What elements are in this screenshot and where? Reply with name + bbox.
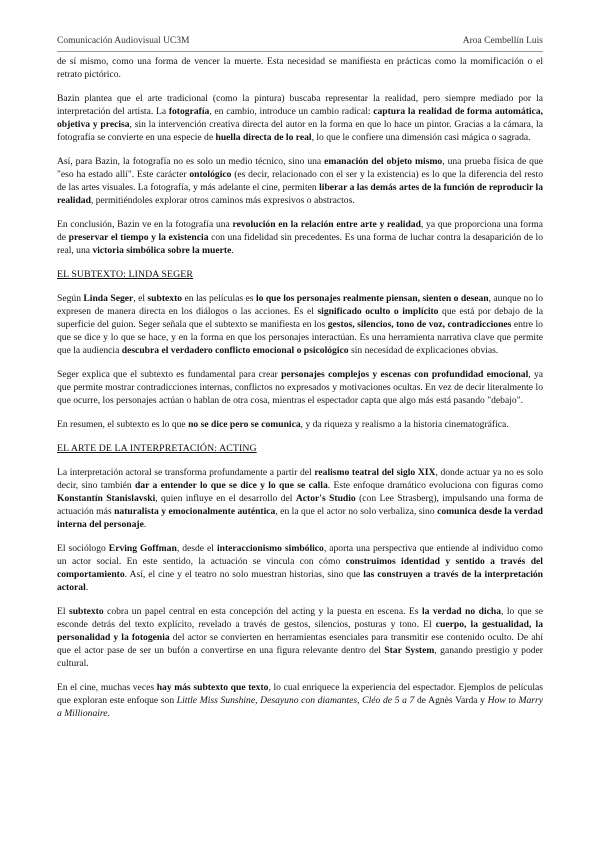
paragraph (57, 55, 543, 81)
paragraph (57, 218, 543, 257)
bold-text: subtexto (147, 293, 183, 304)
text-run: . Este enfoque dramático evoluciona con figuras como (327, 480, 543, 491)
text-run: , (357, 695, 363, 706)
section-heading-acting: EL ARTE DE LA INTERPRETACIÓN: ACTING (57, 443, 257, 454)
text-run: de sí mismo, como una forma de vencer la muerte. Esta necesidad se manifiesta en prácticas como la momificación o el retrato pictórico. (57, 56, 543, 80)
paragraph (57, 681, 543, 720)
bold-text: la verdad no dicha (421, 606, 501, 617)
bold-text: Erving Goffman (108, 543, 177, 554)
section-heading-subtexto: EL SUBTEXTO: LINDA SEGER (57, 269, 194, 280)
italic-text: Desayuno con diamantes (260, 695, 358, 706)
paragraph (57, 542, 543, 594)
text-run: . Así, el cine y el teatro no solo muestran historias, sino que (124, 569, 364, 580)
bold-text: Star System (384, 645, 435, 656)
paragraph (57, 466, 543, 531)
text-run: en las películas es (182, 293, 256, 304)
bold-text: hay más subtexto que texto (156, 682, 269, 693)
bold-text: no se dice pero se comunica (188, 419, 301, 430)
text-run: En conclusión, Bazin ve en la fotografía una (57, 219, 233, 230)
header-rule (57, 51, 543, 52)
bold-text: lo que los personajes realmente piensan, sienten o desean (255, 293, 489, 304)
paragraph (57, 418, 543, 431)
text-run: sin necesidad de explicaciones obvias. (348, 345, 499, 356)
text-run: del actor se convierten en herramientas esenciales para transmitir ese contenido oculto. De ahí que el actor pase de ser un bufón a convertirse en una figura relevante dentro del (57, 632, 543, 656)
bold-text: cuerpo, la gestualidad, la personalidad y la fotogenia (57, 619, 543, 643)
text-run: con una fidelidad sin precedentes. Es una forma de luchar contra la desaparición de lo real, una (57, 232, 543, 256)
text-run: , una prueba física de que "eso ha estado allí". Este carácter (57, 156, 543, 180)
bold-text: victoria simbólica sobre la muerte (92, 245, 232, 256)
text-run: , y da riqueza y realismo a la historia cinematográfica. (300, 419, 509, 430)
text-run: , ya que proporciona una forma de (57, 219, 543, 243)
text-run: , quien influye en el desarrollo del (155, 493, 296, 504)
bold-text: comunica desde la verdad interna del personaje (57, 506, 543, 530)
bold-text: emanación del objeto mismo (324, 156, 443, 167)
text-run: , (255, 695, 261, 706)
text-run: (es decir, relacionado con el ser y la existencia) es lo que la diferencia del resto de las artes visuales. La fotografía, y más adelante el cine, permiten (57, 169, 543, 193)
header-author: Aroa Cembellín Luis (462, 36, 543, 46)
text-run: (con Lee Strasberg), impulsando una forma de actuación más (57, 493, 543, 517)
header-course: Comunicación Audiovisual UC3M (57, 36, 190, 46)
bold-text: naturalista y emocionalmente auténtica (114, 506, 276, 517)
paragraph (57, 292, 543, 357)
bold-text: interaccionismo simbólico (216, 543, 324, 554)
page-header (57, 36, 543, 46)
text-run: que está por debajo de la superficie del guion. Seger señala que el subtexto se manifiesta en los (57, 306, 543, 330)
text-run: . (231, 245, 234, 256)
bold-text: construimos identidad y sentido a través del comportamiento (57, 556, 543, 580)
text-run: , en la que el actor no solo verbaliza, sino (275, 506, 438, 517)
bold-text: dar a entender lo que se dice y lo que se calla (135, 480, 328, 491)
bold-text: realismo teatral del siglo XIX (314, 467, 436, 478)
bold-text: Linda Seger (83, 293, 134, 304)
italic-text: Little Miss Sunshine (176, 695, 256, 706)
bold-text: Actor's Studio (295, 493, 356, 504)
bold-text: Konstantín Stanislavski (57, 493, 156, 504)
paragraph (57, 155, 543, 207)
bold-text: descubra el verdadero conflicto emocional o psicológico (121, 345, 349, 356)
text-run: , aunque no lo expresen de manera directa en los diálogos o las acciones. Es el (57, 293, 543, 317)
bold-text: las construyen a través de la interpretación actoral (57, 569, 543, 593)
bold-text: gestos, silencios, tono de voz, contradicciones (327, 319, 512, 330)
text-run: , lo que le confiere una dimensión casi mágica o sagrada. (311, 132, 531, 143)
text-run: El sociólogo (57, 543, 109, 554)
bold-text: fotografía (168, 106, 210, 117)
text-run: , donde actuar ya no es solo decir, sino también (57, 467, 543, 491)
text-run: La interpretación actoral se transforma profundamente a partir del (57, 467, 315, 478)
text-run: entre lo que se dice y lo que se hace, y en la forma en que los personajes interactúan. Es una herramienta narrativa clave que permite que la audiencia (57, 319, 543, 356)
bold-text: liberar a las demás artes de la función de reproducir la realidad (57, 182, 543, 206)
text-run: , permitiéndoles explorar otros caminos más expresivos o abstractos. (90, 195, 355, 206)
text-run: Así, para Bazin, la fotografía no es solo un medio técnico, sino una (57, 156, 325, 167)
text-run: , lo cual enriquece la experiencia del espectador. Ejemplos de películas que exploran este enfoque son (57, 682, 543, 706)
text-run: , el (133, 293, 148, 304)
text-run: de Agnès Varda y (414, 695, 488, 706)
paragraph (57, 368, 543, 407)
bold-text: revolución en la relación entre arte y realidad (232, 219, 421, 230)
text-run: , aporta una perspectiva que entiende al individuo como un actor social. En este sentido, la actuación se vincula con cómo (57, 543, 543, 567)
bold-text: significado oculto o implícito (317, 306, 439, 317)
text-run: . (85, 582, 89, 593)
paragraph (57, 605, 543, 670)
text-run: En el cine, muchas veces (57, 682, 157, 693)
bold-text: preservar el tiempo y la existencia (68, 232, 209, 243)
text-run: En resumen, el subtexto es lo que (57, 419, 189, 430)
text-run: . (143, 519, 147, 530)
text-run: cobra un papel central en esta concepción del acting y la puesta en escena. Es (103, 606, 422, 617)
bold-text: personajes complejos y escenas con profundidad emocional (281, 369, 529, 380)
text-run: , sin la intervención creativa directa del autor en la forma en que lo hace un pintor. Gracias a la cámara, la fotografía se convierte en una especie de (57, 119, 543, 143)
text-run: , lo que se esconde detrás del texto explícito, revelado a través de gestos, silencios, posturas y tono. El (57, 606, 543, 630)
text-run: , en cambio, introduce un cambio radical: (209, 106, 374, 117)
text-run: , desde el (176, 543, 217, 554)
bold-text: captura la realidad de forma automática, objetiva y precisa (57, 106, 544, 130)
document-body (57, 55, 543, 731)
paragraph (57, 92, 543, 144)
text-run: Según (57, 293, 84, 304)
text-run: Seger explica que el subtexto es fundamental para crear (57, 369, 282, 380)
text-run: , ganando prestigio y poder cultural. (57, 645, 543, 669)
bold-text: huella directa de lo real (215, 132, 312, 143)
text-run: , ya que permite mostrar contradicciones internas, conflictos no expresados y motivaciones ocultas. En vez de decir literalmente lo que ocurre, los personajes actúan o hablan de otra cosa, mientras el espectador capta que algo más está pasando "debajo". (57, 369, 543, 406)
bold-text: subtexto (68, 606, 104, 617)
italic-text: Cléo de 5 a 7 (362, 695, 415, 706)
text-run: Bazin plantea que el arte tradicional (como la pintura) buscaba representar la realidad, pero siempre mediado por la interpretación del artista. La (57, 93, 543, 117)
text-run: . (107, 708, 110, 719)
text-run: El (57, 606, 69, 617)
bold-text: ontológico (189, 169, 232, 180)
italic-text: How to Marry a Millionaire (57, 695, 544, 719)
